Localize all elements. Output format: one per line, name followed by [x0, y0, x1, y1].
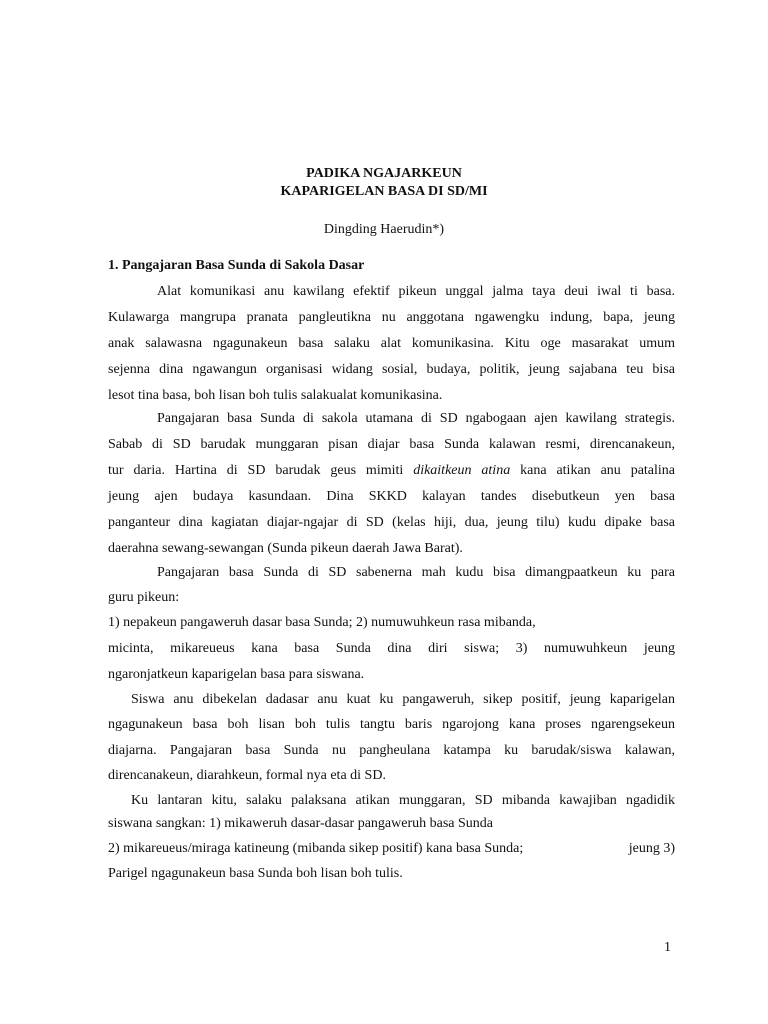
p5-line-3-right: jeung 3) [628, 841, 675, 856]
p1-line-5: lesot tina basa, boh lisan boh tulis salakualat komunikasina. [108, 388, 443, 403]
p1-line-4: sejenna dina ngawangun organisasi widang sosial, budaya, politik, jeung sajabana teu bisa [108, 362, 675, 377]
p2-line-3 [108, 462, 675, 480]
p3-line-1: Pangajaran basa Sunda di SD sabenerna mah kudu bisa dimangpaatkeun ku para [157, 565, 675, 580]
p3-line-4: micinta, mikareueus kana basa Sunda dina diri siswa; 3) numuwuhkeun jeung [108, 641, 675, 656]
section-heading: 1. Pangajaran Basa Sunda di Sakola Dasar [108, 258, 365, 273]
p1-line-1: Alat komunikasi anu kawilang efektif pikeun unggal jalma taya deui iwal ti basa. [157, 284, 675, 299]
p3-line-5: ngaronjatkeun kaparigelan basa para siswana. [108, 667, 365, 682]
p4-line-1: Siswa anu dibekelan dadasar anu kuat ku pangaweruh, sikep positif, jeung kaparigelan [131, 692, 675, 707]
p2-line-3-italic: dikaitkeun atina [413, 463, 511, 478]
p3-line-2: guru pikeun: [108, 590, 180, 605]
p2-line-3-after: kana atikan anu patalina [510, 463, 676, 478]
p5-line-3-left: 2) mikareueus/miraga katineung (mibanda sikep positif) kana basa Sunda; [108, 841, 524, 856]
page-number: 1 [664, 940, 671, 955]
author-name: Dingding Haerudin*) [323, 222, 445, 237]
title-line-1: PADIKA NGAJARKEUN [306, 166, 462, 181]
p1-line-2: Kulawarga mangrupa pranata pangleutikna nu anggotana ngawengku indung, bapa, jeung [108, 310, 675, 325]
p5-line-1: Ku lantaran kitu, salaku palaksana atikan munggaran, SD mibanda kawajiban ngadidik [131, 793, 675, 808]
p2-line-5: panganteur dina kagiatan diajar-ngajar di SD (kelas hiji, dua, jeung tilu) kudu dipake basa [108, 515, 675, 530]
title-line-2: KAPARIGELAN BASA DI SD/MI [280, 184, 488, 199]
p5-line-2: siswana sangkan: 1) mikaweruh dasar-dasar pangaweruh basa Sunda [108, 816, 493, 831]
p2-line-4: jeung ajen budaya kasundaan. Dina SKKD kalayan tandes disebutkeun yen basa [108, 489, 675, 504]
p2-line-6: daerahna sewang-sewangan (Sunda pikeun daerah Jawa Barat). [108, 541, 463, 556]
p4-line-2: ngagunakeun basa boh lisan boh tulis tangtu baris ngarojong kana proses ngarengsekeun [108, 717, 675, 732]
p5-line-4: Parigel ngagunakeun basa Sunda boh lisan boh tulis. [108, 866, 403, 881]
p5-line-3 [108, 840, 675, 858]
p4-line-4: direncanakeun, diarahkeun, formal nya eta di SD. [108, 768, 386, 783]
p2-line-2: Sabab di SD barudak munggaran pisan diajar basa Sunda kalawan resmi, direncanakeun, [108, 437, 675, 452]
p2-line-1: Pangajaran basa Sunda di sakola utamana di SD ngabogaan ajen kawilang strategis. [157, 411, 675, 426]
p1-line-3: anak salawasna ngagunakeun basa salaku alat komunikasina. Kitu oge masarakat umum [108, 336, 675, 351]
p3-line-3: 1) nepakeun pangaweruh dasar basa Sunda; 2) numuwuhkeun rasa mibanda, [108, 615, 536, 630]
p2-line-3-before: tur daria. Hartina di SD barudak geus mimiti [108, 463, 414, 478]
p4-line-3: diajarna. Pangajaran basa Sunda nu pangheulana katampa ku barudak/siswa kalawan, [108, 743, 675, 758]
